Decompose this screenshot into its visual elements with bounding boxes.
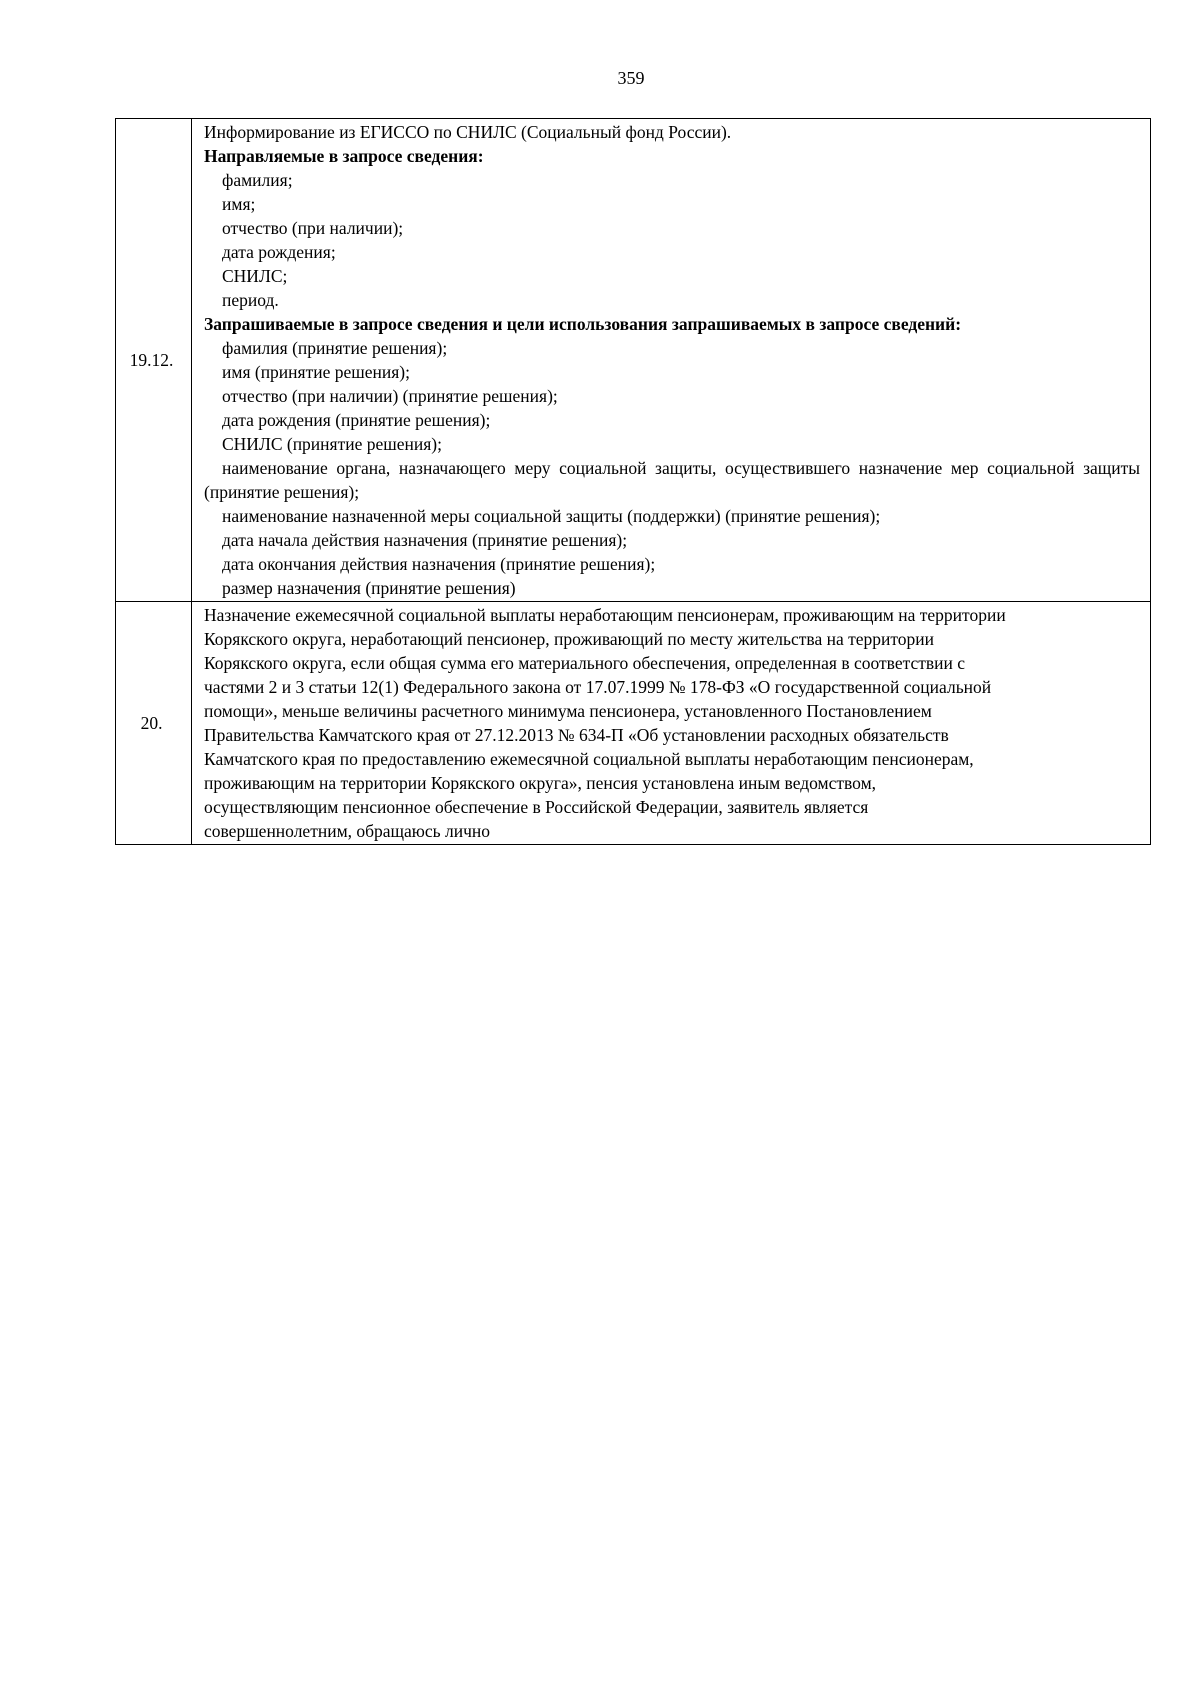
intro-text: Информирование из ЕГИССО по СНИЛС (Социальный фонд России). bbox=[204, 122, 732, 142]
list-item: отчество (при наличии) (принятие решения); bbox=[222, 386, 558, 406]
text-line: Правительства Камчатского края от 27.12.2013 № 634-П «Об установлении расходных обязательств bbox=[204, 725, 949, 745]
list-item: имя; bbox=[222, 194, 256, 214]
requested-heading: Запрашиваемые в запросе сведения и цели использования запрашиваемых в запросе сведений: bbox=[204, 314, 962, 334]
page-number: 359 bbox=[617, 68, 645, 88]
text-line: частями 2 и 3 статьи 12(1) Федерального закона от 17.07.1999 № 178-ФЗ «О государственной социальной bbox=[204, 677, 992, 697]
text-line: Камчатского края по предоставлению ежемесячной социальной выплаты неработающим пенсионерам, bbox=[204, 749, 974, 769]
list-item: фамилия (принятие решения); bbox=[222, 338, 448, 358]
text-line: Назначение ежемесячной социальной выплаты неработающим пенсионерам, проживающим на территории bbox=[204, 605, 1006, 625]
text-line: помощи», меньше величины расчетного минимума пенсионера, установленного Постановлением bbox=[204, 701, 932, 721]
list-item: дата рождения; bbox=[222, 242, 336, 262]
list-item: СНИЛС; bbox=[222, 266, 288, 286]
row-content-cell bbox=[192, 602, 1151, 845]
list-item: период. bbox=[222, 290, 279, 310]
row-content-cell bbox=[192, 119, 1151, 602]
text-line: осуществляющим пенсионное обеспечение в Российской Федерации, заявитель является bbox=[204, 797, 869, 817]
list-item: отчество (при наличии); bbox=[222, 218, 404, 238]
list-item: дата начала действия назначения (принятие решения); bbox=[222, 530, 628, 550]
table-row bbox=[116, 119, 1151, 602]
text-line: Корякского округа, неработающий пенсионер, проживающий по месту жительства на территории bbox=[204, 629, 935, 649]
sent-heading: Направляемые в запросе сведения: bbox=[204, 146, 484, 166]
row-number-cell: 20. bbox=[116, 602, 192, 845]
text-line: Корякского округа, если общая сумма его материального обеспечения, определенная в соответствии с bbox=[204, 653, 966, 673]
list-item: дата окончания действия назначения (принятие решения); bbox=[222, 554, 656, 574]
list-item: наименование назначенной меры социальной защиты (поддержки) (принятие решения); bbox=[222, 506, 881, 526]
list-item: размер назначения (принятие решения) bbox=[222, 578, 516, 598]
table-row bbox=[116, 602, 1151, 845]
text-line: проживающим на территории Корякского округа», пенсия установлена иным ведомством, bbox=[204, 773, 877, 793]
row-number-cell: 19.12. bbox=[116, 119, 192, 602]
list-item: дата рождения (принятие решения); bbox=[222, 410, 491, 430]
text-line: совершеннолетним, обращаюсь лично bbox=[204, 821, 491, 841]
list-item-long: наименование органа, назначающего меру социальной защиты, осуществившего назначение мер социальной защиты (принятие решения); bbox=[204, 458, 1140, 502]
list-item: СНИЛС (принятие решения); bbox=[222, 434, 442, 454]
list-item: имя (принятие решения); bbox=[222, 362, 410, 382]
document-table bbox=[115, 118, 1151, 845]
list-item: фамилия; bbox=[222, 170, 293, 190]
